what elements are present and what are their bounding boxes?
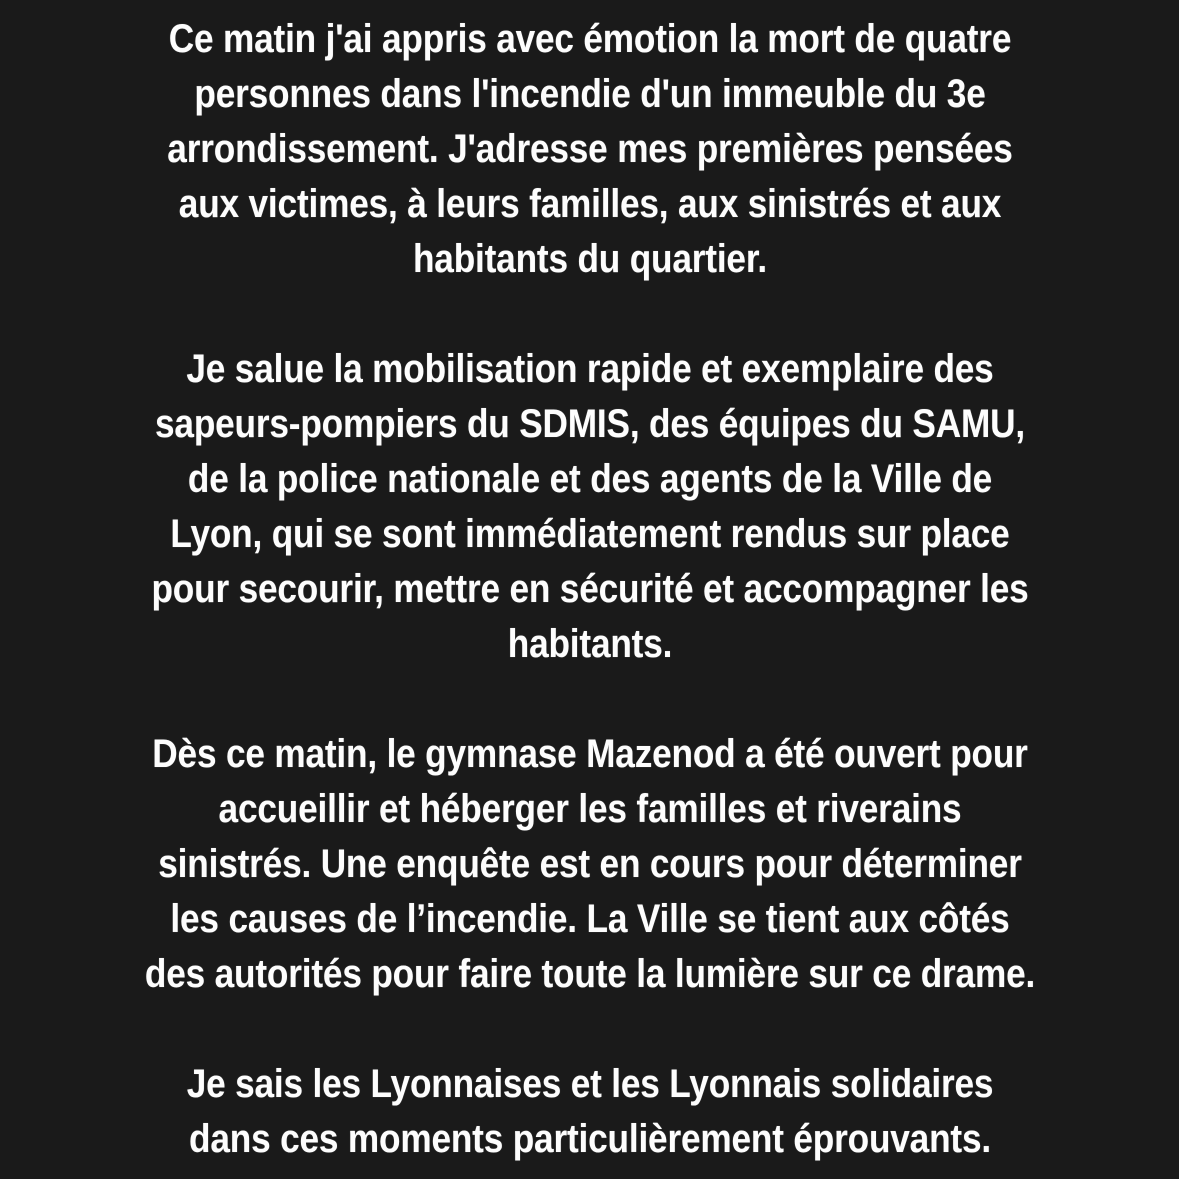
statement-paragraph: Je salue la mobilisation rapide et exemplaire des sapeurs-pompiers du SDMIS, des équipes du SAMU, de la police nationale et des agents de la Ville de Lyon, qui se sont immédiatement rendus sur place pour secourir, mettre en sécurité et accompagner les habitants. — [151, 347, 1029, 666]
statement-paragraph: Dès ce matin, le gymnase Mazenod a été ouvert pour accueillir et héberger les familles et riverains sinistrés. Une enquête est en cours pour déterminer les causes de l’incendie. La Ville se tient aux côtés des autorités pour faire toute la lumière sur ce drame. — [144, 732, 1036, 996]
statement-paragraph: Je sais les Lyonnaises et les Lyonnais solidaires dans ces moments particulièrement éprouvants. — [186, 1062, 994, 1161]
statement-paragraph: Ce matin j'ai appris avec émotion la mort de quatre personnes dans l'incendie d'un immeuble du 3e arrondissement. J'adresse mes premières pensées aux victimes, à leurs familles, aux sinistrés et aux habitants du quartier. — [167, 17, 1013, 281]
statement-body — [80, 12, 1100, 1167]
